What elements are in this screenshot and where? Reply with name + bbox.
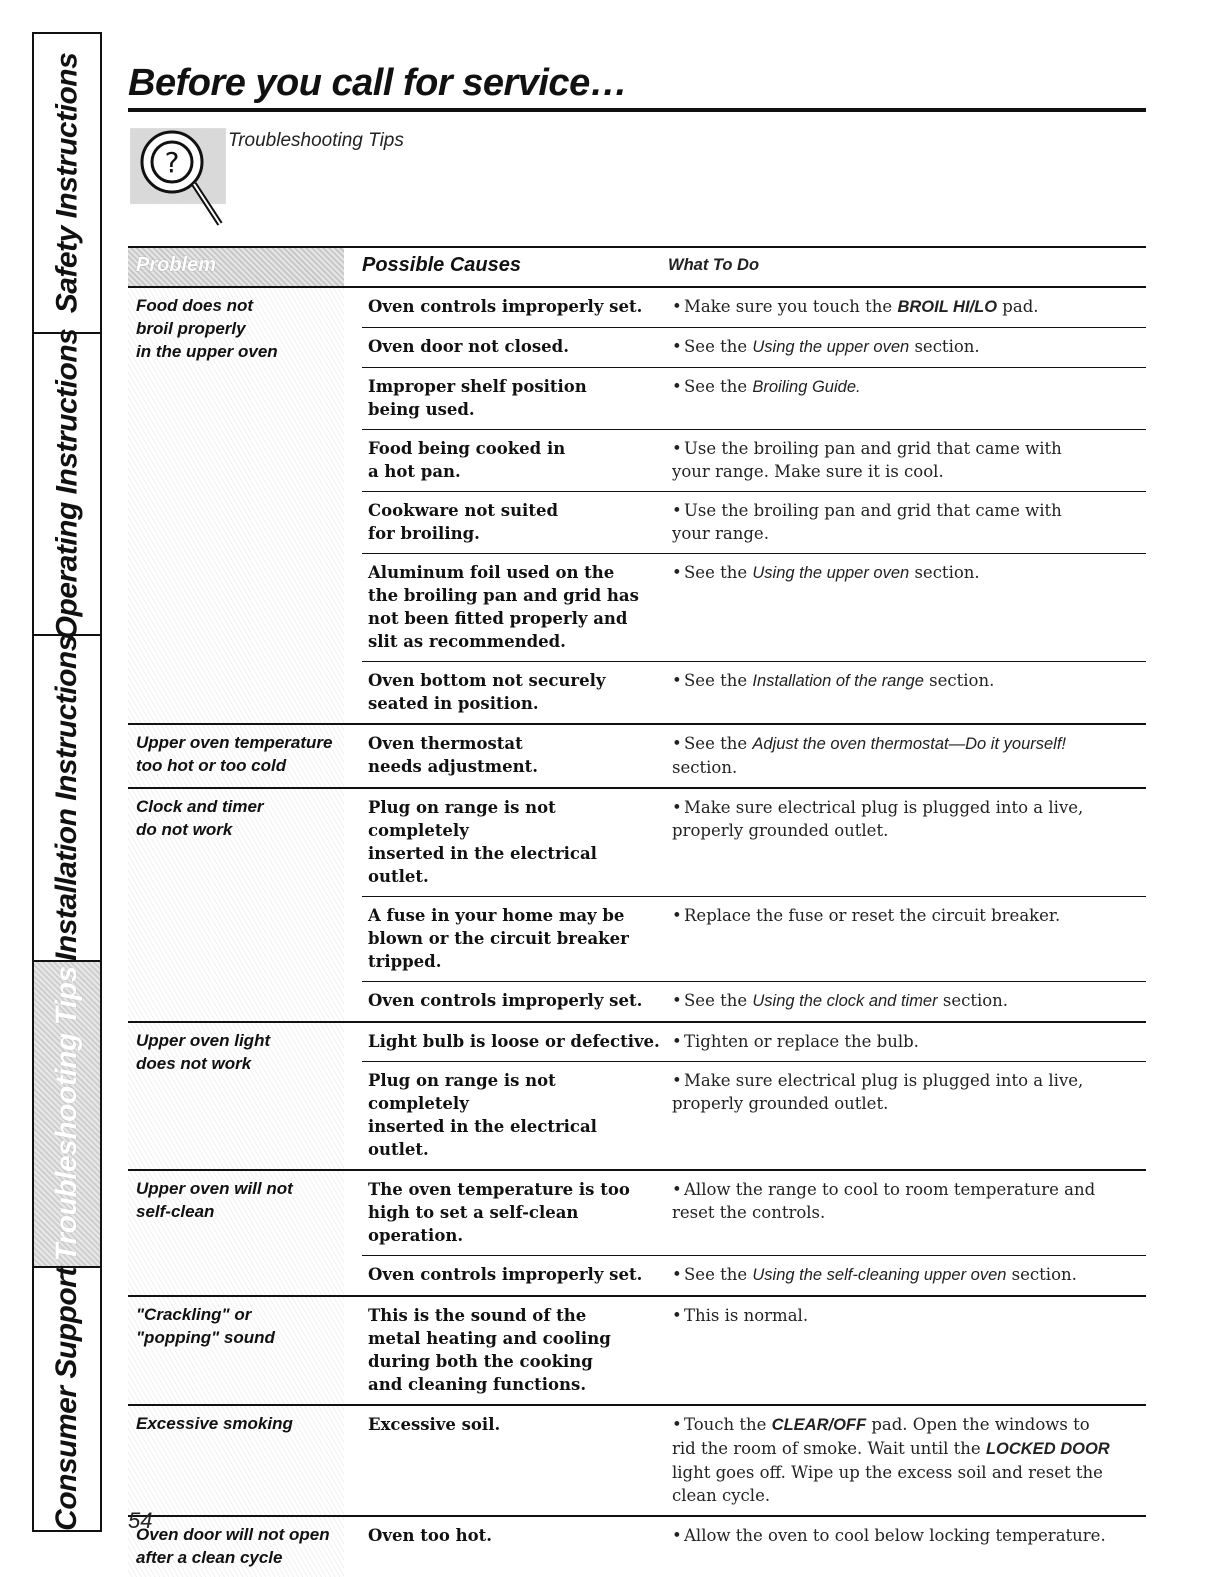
tab-consumer-support[interactable] bbox=[34, 1268, 100, 1530]
cause-rows bbox=[344, 1023, 1146, 1169]
table-row bbox=[362, 1406, 1146, 1515]
header-possible-causes: Possible Causes bbox=[362, 254, 521, 276]
cause-rows bbox=[344, 1297, 1146, 1404]
header-problem: Problem bbox=[128, 248, 344, 286]
what-to-do: • Make sure electrical plug is plugged into a live, properly grounded outlet. bbox=[672, 1071, 1084, 1113]
table-row bbox=[362, 288, 1146, 328]
problem-group bbox=[128, 1406, 1146, 1517]
tab-troubleshooting-tips[interactable] bbox=[34, 962, 100, 1268]
todo-text: section. bbox=[672, 758, 738, 777]
cause-rows bbox=[344, 1517, 1146, 1577]
table-row bbox=[362, 1023, 1146, 1062]
cause-rows bbox=[344, 789, 1146, 1021]
question-magnifier-icon bbox=[130, 128, 226, 228]
problem-group bbox=[128, 725, 1146, 789]
what-to-do: • See the Using the self-cleaning upper oven section. bbox=[672, 1265, 1077, 1284]
cause-rows bbox=[344, 1171, 1146, 1295]
todo-section-reference: Installation of the range bbox=[752, 672, 924, 690]
what-to-do: • Make sure you touch the BROIL HI/LO pad. bbox=[672, 297, 1039, 316]
problem-group bbox=[128, 1517, 1146, 1577]
todo-text: Make sure electrical plug is plugged into a live, properly grounded outlet. bbox=[672, 1071, 1084, 1113]
table-row bbox=[362, 1171, 1146, 1256]
table-row bbox=[362, 789, 1146, 897]
problem-group bbox=[128, 288, 1146, 725]
todo-section-reference: Broiling Guide. bbox=[752, 378, 861, 396]
problem-group bbox=[128, 1171, 1146, 1297]
problem-label: "Crackling" or "popping" sound bbox=[128, 1297, 344, 1404]
what-to-do: • Tighten or replace the bulb. bbox=[672, 1032, 919, 1051]
table-row bbox=[362, 1256, 1146, 1295]
todo-section-reference: Using the self-cleaning upper oven bbox=[752, 1266, 1007, 1284]
problem-label: Upper oven temperature too hot or too cold bbox=[128, 725, 344, 787]
table-row bbox=[362, 1297, 1146, 1404]
todo-text: section. bbox=[909, 337, 980, 356]
table-row bbox=[362, 725, 1146, 787]
problem-label: Clock and timer do not work bbox=[128, 789, 344, 1021]
possible-cause: Oven bottom not securely seated in position. bbox=[368, 671, 606, 713]
section-sidebar bbox=[32, 32, 102, 1532]
todo-text: See the bbox=[684, 991, 753, 1010]
todo-text: Use the broiling pan and grid that came with your range. Make sure it is cool. bbox=[672, 439, 1062, 481]
what-to-do: • Touch the CLEAR/OFF pad. Open the windows to rid the room of smoke. Wait until the LOCKED DOOR light goes off. Wipe up the excess soil and reset the clean cycle. bbox=[672, 1415, 1110, 1505]
tab-operating-instructions[interactable] bbox=[34, 328, 100, 640]
cause-rows bbox=[344, 725, 1146, 787]
table-row bbox=[362, 897, 1146, 982]
table-row bbox=[362, 982, 1146, 1021]
possible-cause: Oven controls improperly set. bbox=[368, 991, 643, 1010]
tab-label: Installation Instructions bbox=[50, 635, 83, 961]
section-label: Troubleshooting Tips bbox=[228, 130, 404, 151]
possible-cause: Plug on range is not completely inserted in the electrical outlet. bbox=[368, 1071, 597, 1159]
todo-text: light goes off. Wipe up the excess soil and reset the clean cycle. bbox=[672, 1463, 1103, 1505]
possible-cause: Plug on range is not completely inserted in the electrical outlet. bbox=[368, 798, 597, 886]
what-to-do: • See the Using the upper oven section. bbox=[672, 337, 980, 356]
todo-text: section. bbox=[937, 991, 1009, 1010]
todo-text: Make sure you touch the bbox=[684, 297, 898, 316]
page-number: 54 bbox=[128, 1508, 153, 1533]
tab-label: Consumer Support bbox=[50, 1267, 84, 1531]
possible-cause: This is the sound of the metal heating and cooling during both the cooking and cleaning functions. bbox=[368, 1306, 611, 1394]
todo-section-reference: Adjust the oven thermostat—Do it yourself! bbox=[752, 735, 1067, 753]
todo-text: Touch the bbox=[684, 1415, 772, 1434]
tab-label: Troubleshooting Tips bbox=[50, 966, 83, 1262]
todo-text: This is normal. bbox=[684, 1306, 809, 1325]
possible-cause: Cookware not suited for broiling. bbox=[368, 501, 558, 543]
tab-safety-instructions[interactable] bbox=[34, 34, 100, 334]
possible-cause: Food being cooked in a hot pan. bbox=[368, 439, 566, 481]
problem-group bbox=[128, 789, 1146, 1023]
what-to-do: • See the Adjust the oven thermostat—Do it yourself! section. bbox=[672, 734, 1067, 777]
todo-text: Use the broiling pan and grid that came with your range. bbox=[672, 501, 1062, 543]
possible-cause: Oven thermostat needs adjustment. bbox=[368, 734, 538, 776]
problem-group bbox=[128, 1023, 1146, 1171]
todo-text: pad. Open the windows to rid the room of smoke. Wait until the bbox=[672, 1415, 1090, 1458]
todo-text: See the bbox=[684, 337, 753, 356]
problem-label: Food does not broil properly in the upper oven bbox=[128, 288, 344, 723]
svg-text:?: ? bbox=[164, 146, 180, 179]
what-to-do: • See the Using the upper oven section. bbox=[672, 563, 980, 582]
title-rule bbox=[128, 108, 1146, 112]
table-body bbox=[128, 288, 1146, 1577]
problem-label: Excessive smoking bbox=[128, 1406, 344, 1515]
todo-bold-text: LOCKED DOOR bbox=[985, 1440, 1110, 1458]
possible-cause: A fuse in your home may be blown or the circuit breaker tripped. bbox=[368, 906, 629, 971]
todo-text: section. bbox=[1006, 1265, 1077, 1284]
problem-group bbox=[128, 1297, 1146, 1406]
possible-cause: Aluminum foil used on the the broiling pan and grid has not been fitted properly and slit as recommended. bbox=[368, 563, 639, 651]
todo-section-reference: Using the clock and timer bbox=[752, 992, 938, 1010]
possible-cause: Light bulb is loose or defective. bbox=[368, 1032, 660, 1051]
possible-cause: Oven controls improperly set. bbox=[368, 297, 643, 316]
table-row bbox=[362, 1517, 1146, 1555]
todo-text: Replace the fuse or reset the circuit breaker. bbox=[684, 906, 1061, 925]
todo-text: See the bbox=[684, 563, 753, 582]
todo-text: pad. bbox=[997, 297, 1039, 316]
what-to-do: • Use the broiling pan and grid that came with your range. bbox=[672, 501, 1062, 543]
todo-text: Make sure electrical plug is plugged into a live, properly grounded outlet. bbox=[672, 798, 1084, 840]
tab-label: Operating Instructions bbox=[50, 328, 84, 640]
what-to-do: • See the Installation of the range section. bbox=[672, 671, 995, 690]
what-to-do: • Use the broiling pan and grid that came with your range. Make sure it is cool. bbox=[672, 439, 1062, 481]
todo-text: Tighten or replace the bulb. bbox=[684, 1032, 919, 1051]
todo-text: Allow the oven to cool below locking temperature. bbox=[684, 1526, 1106, 1545]
table-row bbox=[362, 492, 1146, 554]
table-row bbox=[362, 430, 1146, 492]
what-to-do: • See the Broiling Guide. bbox=[672, 377, 861, 396]
todo-bold-text: CLEAR/OFF bbox=[771, 1416, 867, 1434]
cause-rows bbox=[344, 288, 1146, 723]
table-header bbox=[128, 246, 1146, 288]
todo-text: section. bbox=[909, 563, 980, 582]
what-to-do: • See the Using the clock and timer section. bbox=[672, 991, 1009, 1010]
what-to-do: • Allow the range to cool to room temperature and reset the controls. bbox=[672, 1180, 1096, 1222]
problem-label: Upper oven will not self-clean bbox=[128, 1171, 344, 1295]
todo-text: See the bbox=[684, 1265, 753, 1284]
what-to-do: • This is normal. bbox=[672, 1306, 809, 1325]
todo-text: Allow the range to cool to room temperature and reset the controls. bbox=[672, 1180, 1096, 1222]
todo-bold-text: BROIL HI/LO bbox=[897, 298, 998, 316]
todo-text: See the bbox=[684, 671, 753, 690]
tab-label: Safety Instructions bbox=[50, 52, 83, 314]
possible-cause: Excessive soil. bbox=[368, 1415, 501, 1434]
possible-cause: Oven too hot. bbox=[368, 1526, 492, 1545]
cause-rows bbox=[344, 1406, 1146, 1515]
table-row bbox=[362, 328, 1146, 368]
tab-installation-instructions[interactable] bbox=[34, 636, 100, 962]
possible-cause: Oven door not closed. bbox=[368, 337, 569, 356]
troubleshooting-table bbox=[128, 246, 1146, 1577]
todo-text: See the bbox=[684, 377, 753, 396]
table-row bbox=[362, 554, 1146, 662]
what-to-do: • Allow the oven to cool below locking temperature. bbox=[672, 1526, 1106, 1545]
todo-section-reference: Using the upper oven bbox=[752, 564, 910, 582]
table-row bbox=[362, 368, 1146, 430]
problem-label: Oven door will not open after a clean cycle bbox=[128, 1517, 344, 1577]
possible-cause: Oven controls improperly set. bbox=[368, 1265, 643, 1284]
what-to-do: • Replace the fuse or reset the circuit breaker. bbox=[672, 906, 1061, 925]
page-title: Before you call for service… bbox=[128, 62, 628, 104]
header-what-to-do: What To Do bbox=[668, 256, 760, 274]
table-row bbox=[362, 662, 1146, 723]
possible-cause: Improper shelf position being used. bbox=[368, 377, 587, 419]
possible-cause: The oven temperature is too high to set a self-clean operation. bbox=[368, 1180, 630, 1245]
table-row bbox=[362, 1062, 1146, 1169]
what-to-do: • Make sure electrical plug is plugged into a live, properly grounded outlet. bbox=[672, 798, 1084, 840]
problem-label: Upper oven light does not work bbox=[128, 1023, 344, 1169]
todo-section-reference: Using the upper oven bbox=[752, 338, 910, 356]
todo-text: See the bbox=[684, 734, 753, 753]
todo-text: section. bbox=[923, 671, 995, 690]
